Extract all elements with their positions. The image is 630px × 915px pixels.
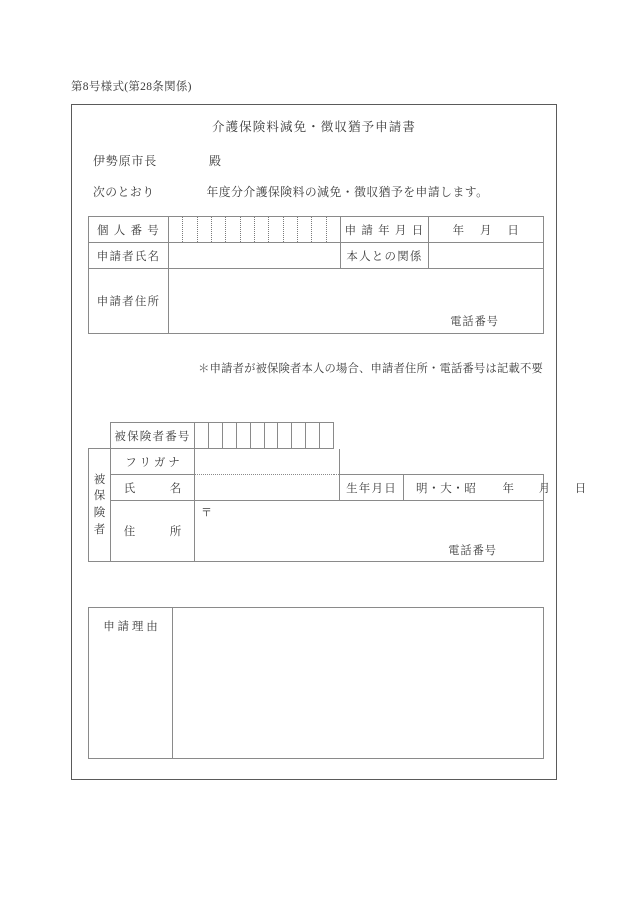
insured-number-cell[interactable]	[319, 423, 333, 448]
insured-number-input[interactable]	[195, 423, 334, 449]
insured-address-label: 住 所	[111, 501, 195, 562]
spacer-cell	[404, 423, 544, 449]
vertical-label-char: 被	[93, 473, 106, 486]
birthdate-label: 生年月日	[340, 475, 404, 501]
vertical-label-char: 保	[93, 490, 106, 503]
furigana-input[interactable]	[195, 449, 340, 475]
addressee-honorific: 殿	[209, 154, 222, 168]
furigana-label: フ リ ガ ナ	[111, 449, 195, 475]
insured-address-input[interactable]	[195, 501, 544, 562]
relation-input[interactable]	[429, 243, 544, 269]
mynumber-cell[interactable]	[283, 217, 297, 242]
form-number: 第8号様式(第28条関係)	[71, 81, 192, 93]
mynumber-label: 個 人 番 号	[89, 217, 169, 243]
mynumber-cell[interactable]	[268, 217, 282, 242]
vertical-label-char: 者	[93, 523, 106, 536]
postal-mark-icon: 〒	[201, 507, 212, 519]
mynumber-cell[interactable]	[326, 217, 340, 242]
mynumber-cell[interactable]	[254, 217, 268, 242]
table-row	[89, 243, 544, 269]
mynumber-cell[interactable]	[297, 217, 311, 242]
reason-label: 申 請 理 由	[89, 608, 173, 759]
mynumber-cell[interactable]	[211, 217, 225, 242]
page-title: 介護保険料減免・徴収猶予申請書	[211, 120, 416, 134]
birthdate-input[interactable]	[404, 475, 587, 501]
mynumber-cell[interactable]	[169, 217, 182, 242]
spacer-cell	[340, 423, 404, 449]
table-row	[89, 269, 544, 334]
table-row	[89, 423, 544, 449]
insured-number-cell[interactable]	[250, 423, 264, 448]
mynumber-cell[interactable]	[311, 217, 325, 242]
insured-number-cell[interactable]	[264, 423, 278, 448]
insured-vertical-label	[89, 449, 111, 562]
mynumber-cell[interactable]	[240, 217, 254, 242]
table-row	[89, 475, 544, 501]
applicant-address-input[interactable]	[169, 269, 544, 334]
date-year-label: 年	[452, 224, 465, 237]
date-month-label: 月	[479, 224, 492, 237]
lead-text: 年度分介護保険料の減免・徴収猶予を申請します。	[206, 185, 489, 199]
table-row	[89, 217, 544, 243]
spacer-cell	[340, 449, 404, 475]
insured-number-cell[interactable]	[195, 423, 208, 448]
note-text: ＊申請者が被保険者本人の場合、申請者住所・電話番号は記載不要	[198, 363, 543, 375]
reason-input[interactable]	[173, 608, 544, 759]
insured-number-cell[interactable]	[291, 423, 305, 448]
birth-month-label: 月	[538, 482, 551, 495]
reason-table	[88, 607, 544, 759]
insured-number-cell[interactable]	[236, 423, 250, 448]
insured-number-cell[interactable]	[208, 423, 222, 448]
mynumber-cell[interactable]	[182, 217, 196, 242]
mynumber-cell-grid	[169, 217, 340, 242]
date-year-month-day	[429, 217, 543, 242]
applicant-telephone-label: 電話番号	[450, 316, 499, 328]
lead-prefix: 次のとおり	[93, 185, 155, 199]
applicant-name-input[interactable]	[169, 243, 341, 269]
application-date-input[interactable]	[429, 217, 544, 243]
birth-era-label: 明・大・昭	[416, 482, 477, 495]
date-day-label: 日	[507, 224, 520, 237]
spacer-cell	[404, 449, 544, 475]
lead-statement	[93, 183, 488, 200]
insured-name-input[interactable]	[195, 475, 340, 501]
vertical-label-char: 険	[93, 507, 106, 519]
relation-label: 本人との関係	[341, 243, 429, 269]
applicant-table	[88, 216, 544, 334]
insured-telephone-label: 電話番号	[448, 545, 497, 557]
spacer-cell	[89, 423, 111, 449]
applicant-name-label: 申請者氏名	[89, 243, 169, 269]
application-date-label: 申 請 年 月 日	[341, 217, 429, 243]
applicant-address-label: 申請者住所	[89, 269, 169, 334]
addressee-line	[93, 152, 222, 169]
form-sheet	[71, 104, 587, 780]
insured-number-label: 被保険者番号	[111, 423, 195, 449]
birth-day-label: 日	[574, 482, 587, 495]
table-row	[89, 449, 544, 475]
birth-year-label: 年	[502, 482, 515, 495]
addressee-name: 伊勢原市長	[93, 154, 158, 168]
insured-table	[88, 422, 587, 562]
mynumber-cell[interactable]	[225, 217, 239, 242]
table-row	[89, 501, 544, 562]
insured-number-cell[interactable]	[222, 423, 236, 448]
insured-number-cell[interactable]	[277, 423, 291, 448]
table-row	[89, 608, 544, 759]
mynumber-input[interactable]	[169, 217, 341, 243]
mynumber-cell[interactable]	[197, 217, 211, 242]
insured-name-label: 氏 名	[111, 475, 195, 501]
insured-number-cell[interactable]	[305, 423, 319, 448]
insured-number-cell-grid	[195, 423, 333, 448]
